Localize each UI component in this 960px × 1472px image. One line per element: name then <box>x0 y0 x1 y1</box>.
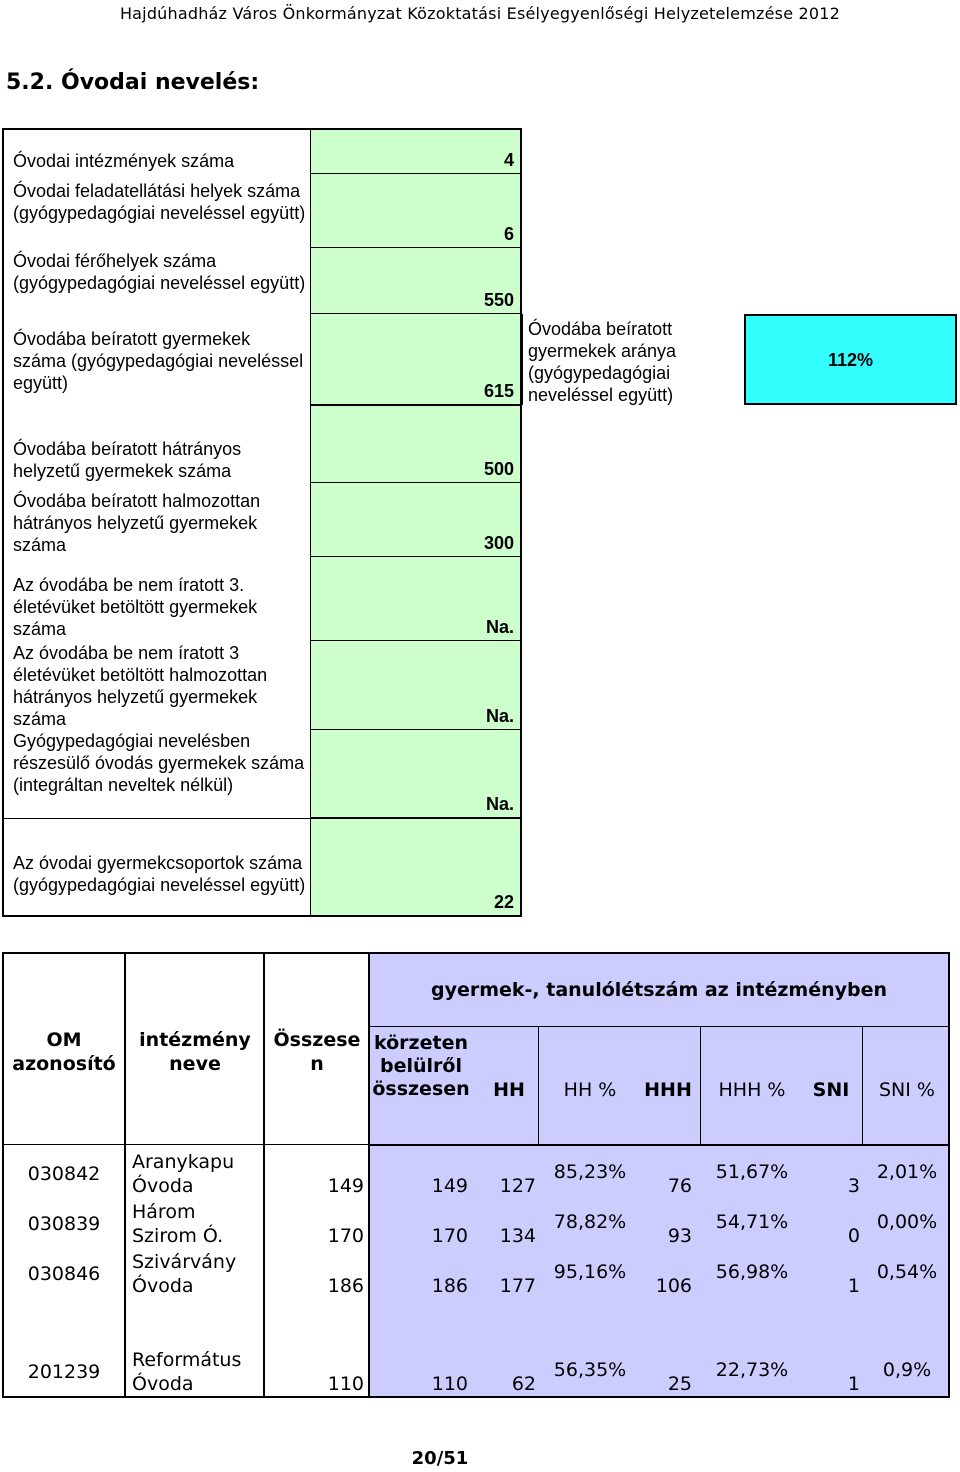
row-label-not-enrolled-multiply: Az óvodába be nem íratott 3 életévüket betöltött halmozottan hátrányos helyzetű gyermekek száma <box>13 643 268 729</box>
col-header-district: körzeten belülről összesen <box>372 1032 470 1100</box>
cell-total: 170 <box>327 1225 364 1247</box>
col-header-sni-pct: SNI % <box>879 1079 935 1101</box>
row-value-disadvantaged: 500 <box>310 405 520 483</box>
col-header-hhh-pct: HHH % <box>718 1079 786 1101</box>
cell-hh-pct: 85,23% <box>553 1161 627 1183</box>
row-value-multiply-disadvantaged: 300 <box>310 483 520 557</box>
cell-sni-pct: 2,01% <box>876 1161 938 1183</box>
cell-name: Aranykapu Óvoda <box>132 1151 235 1197</box>
cell-hhh: 106 <box>655 1275 692 1297</box>
ratio-label: Óvodába beíratott gyermekek aránya (gyógypedagógiai neveléssel együtt) <box>528 319 677 405</box>
row-value-institutions: 4 <box>310 130 520 174</box>
stats-vline <box>263 952 265 1398</box>
cell-hh: 177 <box>499 1275 536 1297</box>
cell-hhh-pct: 54,71% <box>715 1211 789 1233</box>
row-label-disadvantaged: Óvodába beíratott hátrányos helyzetű gyermekek száma <box>13 439 242 481</box>
cell-om: 201239 <box>27 1361 101 1383</box>
row-label-institutions: Óvodai intézmények száma <box>13 151 235 171</box>
stats-vline <box>124 952 126 1398</box>
cell-sni-pct: 0,9% <box>882 1359 932 1381</box>
cell-district: 149 <box>431 1175 468 1197</box>
cell-sni: 1 <box>847 1373 860 1395</box>
cell-hhh-pct: 22,73% <box>715 1359 789 1381</box>
cell-total: 186 <box>327 1275 364 1297</box>
cell-hh: 127 <box>499 1175 536 1197</box>
cell-hhh: 93 <box>667 1225 692 1247</box>
stats-hline <box>370 1026 948 1027</box>
group-header: gyermek-, tanulólétszám az intézményben <box>430 979 888 1001</box>
row-label-not-enrolled: Az óvodába be nem íratott 3. életévüket betöltött gyermekek száma <box>13 575 258 639</box>
row-value-not-enrolled-multiply: Na. <box>310 641 520 730</box>
cell-hh: 62 <box>511 1373 536 1395</box>
stats-vline <box>862 1026 863 1146</box>
cell-name: Három Szirom Ó. <box>132 1201 224 1247</box>
cell-om: 030846 <box>27 1263 101 1285</box>
stats-hline <box>2 1144 370 1145</box>
row-label-special-education: Gyógypedagógiai nevelésben részesülő óvodás gyermekek száma (integráltan neveltek nélkül) <box>13 731 305 795</box>
stats-vline <box>368 952 370 1398</box>
cell-sni-pct: 0,00% <box>876 1211 938 1233</box>
cell-sni-pct: 0,54% <box>876 1261 938 1283</box>
cell-total: 149 <box>327 1175 364 1197</box>
cell-om: 030839 <box>27 1213 101 1235</box>
col-header-hhh: HHH <box>644 1079 692 1101</box>
row-value-enrolled: 615 <box>310 314 520 405</box>
institution-stats-table <box>2 952 950 1398</box>
cell-hhh: 25 <box>667 1373 692 1395</box>
cell-hhh: 76 <box>667 1175 692 1197</box>
cell-hhh-pct: 56,98% <box>715 1261 789 1283</box>
ratio-divider <box>522 314 523 405</box>
cell-name: Szivárvány Óvoda <box>132 1251 237 1297</box>
cell-hh: 134 <box>499 1225 536 1247</box>
page-number: 20/51 <box>411 1448 469 1469</box>
cell-sni: 0 <box>847 1225 860 1247</box>
cell-hh-pct: 56,35% <box>553 1359 627 1381</box>
cell-sni: 3 <box>847 1175 860 1197</box>
row-value-capacity: 550 <box>310 248 520 314</box>
cell-district: 110 <box>431 1373 468 1395</box>
row-value-not-enrolled: Na. <box>310 557 520 641</box>
cell-sni: 1 <box>847 1275 860 1297</box>
row-value-task-sites: 6 <box>310 174 520 248</box>
row-value-groups: 22 <box>310 818 520 915</box>
cell-total: 110 <box>327 1373 364 1395</box>
stats-hline <box>370 1144 948 1146</box>
row-label-groups: Az óvodai gyermekcsoportok száma (gyógypedagógiai neveléssel együtt) <box>13 853 306 895</box>
row-separator <box>4 818 310 819</box>
section-title: 5.2. Óvodai nevelés: <box>6 70 260 95</box>
ratio-value: 112% <box>744 314 957 405</box>
cell-district: 170 <box>431 1225 468 1247</box>
col-header-total: Összesen <box>273 1029 361 1075</box>
row-label-capacity: Óvodai férőhelyek száma (gyógypedagógiai neveléssel együtt) <box>13 251 306 293</box>
row-label-multiply-disadvantaged: Óvodába beíratott halmozottan hátrányos helyzetű gyermekek száma <box>13 491 261 555</box>
cell-district: 186 <box>431 1275 468 1297</box>
row-label-enrolled: Óvodába beíratott gyermekek száma (gyógypedagógiai neveléssel együtt) <box>13 329 304 393</box>
col-header-hh-pct: HH % <box>563 1079 617 1101</box>
row-value-special-education: Na. <box>310 730 520 818</box>
col-header-name: intézmény neve <box>139 1029 251 1075</box>
cell-hh-pct: 95,16% <box>553 1261 627 1283</box>
stats-vline <box>700 1026 701 1146</box>
cell-hh-pct: 78,82% <box>553 1211 627 1233</box>
col-header-om: OM azonosító <box>12 1029 116 1075</box>
cell-om: 030842 <box>27 1163 101 1185</box>
cell-hhh-pct: 51,67% <box>715 1161 789 1183</box>
cell-name: Református Óvoda <box>132 1349 242 1395</box>
col-header-hh: HH <box>493 1079 525 1101</box>
row-label-task-sites: Óvodai feladatellátási helyek száma (gyógypedagógiai neveléssel együtt) <box>13 181 306 223</box>
page-header: Hajdúhadház Város Önkormányzat Közoktatási Esélyegyenlőségi Helyzetelemzése 2012 <box>119 4 841 23</box>
stats-vline <box>538 1026 539 1146</box>
col-header-sni: SNI <box>812 1079 850 1101</box>
